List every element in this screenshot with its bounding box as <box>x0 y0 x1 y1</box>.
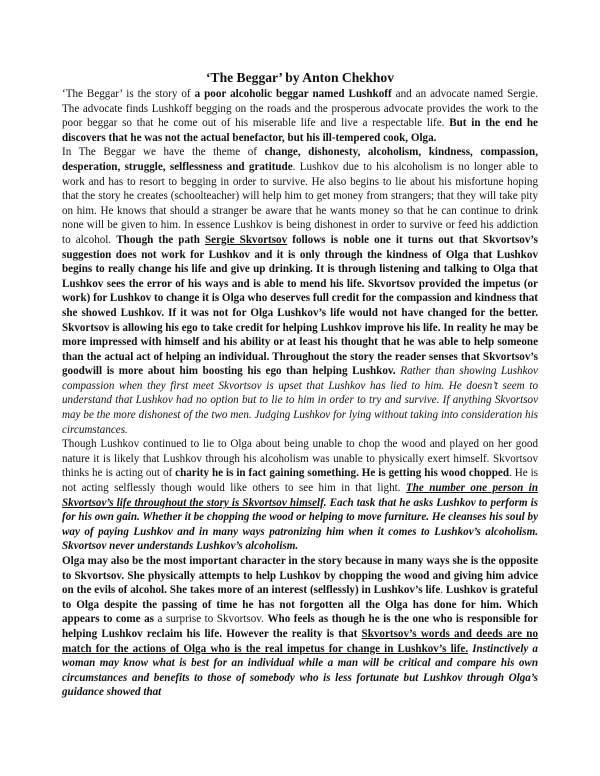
text-run: Skvortsov’s words and deeds are no match for the actions of Olga who is the real impetus for change in Lushkov’s life. <box>62 627 538 655</box>
text-run: . <box>440 584 446 597</box>
paragraph-1 <box>62 87 538 145</box>
text-run: a surprise to Skvortsov. <box>153 613 268 626</box>
text-run: . Lushkov due to his alcoholism is no longer able to work and has to resort to begging in order to survive. He also begins to lie about his misfortune hoping that the story he creates (schoolteacher) will help him to get money from strangers; that they will take pity on him. He knows that should a stranger be aware that he wants money so that he can continue to drink none will be given to him. In essence Lushkov is being dishonest in order to survive or feed his addiction to alcohol. <box>62 160 538 246</box>
text-run: . He is not acting selflessly though would like others to see him in that light. <box>62 467 538 495</box>
text-run: In The Beggar we have the theme of <box>62 146 265 159</box>
text-run: charity he is in fact gaining something. He is getting his wood chopped <box>175 467 510 480</box>
text-run: Though the path <box>116 233 205 246</box>
document-body <box>62 87 538 700</box>
paragraph-4 <box>62 554 538 700</box>
text-run: The number one person in Skvortsov’s life throughout the story is Skvortsov himself <box>62 482 538 509</box>
text-run: Rather than showing Lushkov compassion when they first meet Skvortsov is upset that Lushkov has lied to him. He doesn’t seem to understand that Lushkov had no option but to lie to him in order to try and survive. If anything Skvortsov may be the more dishonest of the two men. Judging Lushkov for lying without taking into consideration his circumstances. <box>62 365 538 436</box>
text-run: Though Lushkov continued to lie to Olga about being unable to chop the wood and played on her good nature it is likely that Lushkov through his alcoholism was unable to physically exert himself. Skvortsov thinks he is acting out of <box>62 438 538 480</box>
text-run: But in the end he discovers that he was not the actual benefactor, but his ill-tempered cook, Olga. <box>62 117 538 144</box>
text-run: Olga may also be the most important character in the story because in many ways she is the opposite to Skvortsov. She physically attempts to help Lushkov by chopping the wood and giving him advice on the evils of alcohol. She takes more of an interest (selflessly) in Lushkov’s life <box>62 555 538 597</box>
text-run: and an advocate named Sergie. The advocate finds Lushkoff begging on the roads and the prosperous advocate provides the work to the poor beggar so that he come out of his miserable life and live a respectable life. <box>62 88 538 130</box>
text-run: follows is noble one it turns out that Skvortsov’s suggestion does not work for Lushkov and it is only through the kindness of Olga that Lushkov begins to really change his life and give up drinking. It is through listening and talking to Olga that Lushkov sees the error of his ways and is able to mend his life. Skvortsov provided the impetus (or work) for Lushkov to change it is Olga who deserves full credit for the compassion and kindness that she showed Lushkov. If it was not for Olga Lushkov’s life would not have changed for the better. Skvortsov is allowing his ego to take credit for helping Lushkov improve his life. In reality he may be more impressed with himself and his ability or at least his thought that he was able to help someone than the actual act of helping an individual. Throughout the story the reader senses that Skvortsov’s goodwill is more about him boosting his ego than helping Lushkov. <box>62 233 538 378</box>
text-run: change, dishonesty, alcoholism, kindness, compassion, desperation, struggle, selflessness and gratitude <box>62 146 538 173</box>
text-run: Instinctively a woman may know what is best for an individual while a man will be critical and compare his own circumstances and benefits to those of somebody who is less fortunate but Lushkov through Olga’s guidance showed that <box>62 642 538 699</box>
paragraph-2 <box>62 145 538 437</box>
document-title: ‘The Beggar’ by Anton Chekhov <box>205 70 395 85</box>
text-run: . Each task that he asks Lushkov to perform is for his own gain. Whether it be chopping the wood or helping to move furniture. He cleanses his soul by way of paying Lushkov and in many ways patronizing him when it comes to Lushkov’s alcoholism. Skvortsov never understands Lushkov’s alcoholism. <box>62 496 538 553</box>
text-run: Lushkov is grateful to Olga despite the passing of time he has not forgotten all the Olga has done for him. Which appears to come as <box>62 584 538 626</box>
text-run: ‘The Beggar’ is the story of <box>62 88 195 100</box>
paragraph-3 <box>62 437 538 554</box>
text-run: Sergie Skvortsov <box>205 233 288 246</box>
text-run: a poor alcoholic beggar named Lushkoff <box>194 88 392 100</box>
text-run: Who feels as though he is the one who is responsible for helping Lushkov reclaim his life. However the reality is that <box>62 613 538 640</box>
